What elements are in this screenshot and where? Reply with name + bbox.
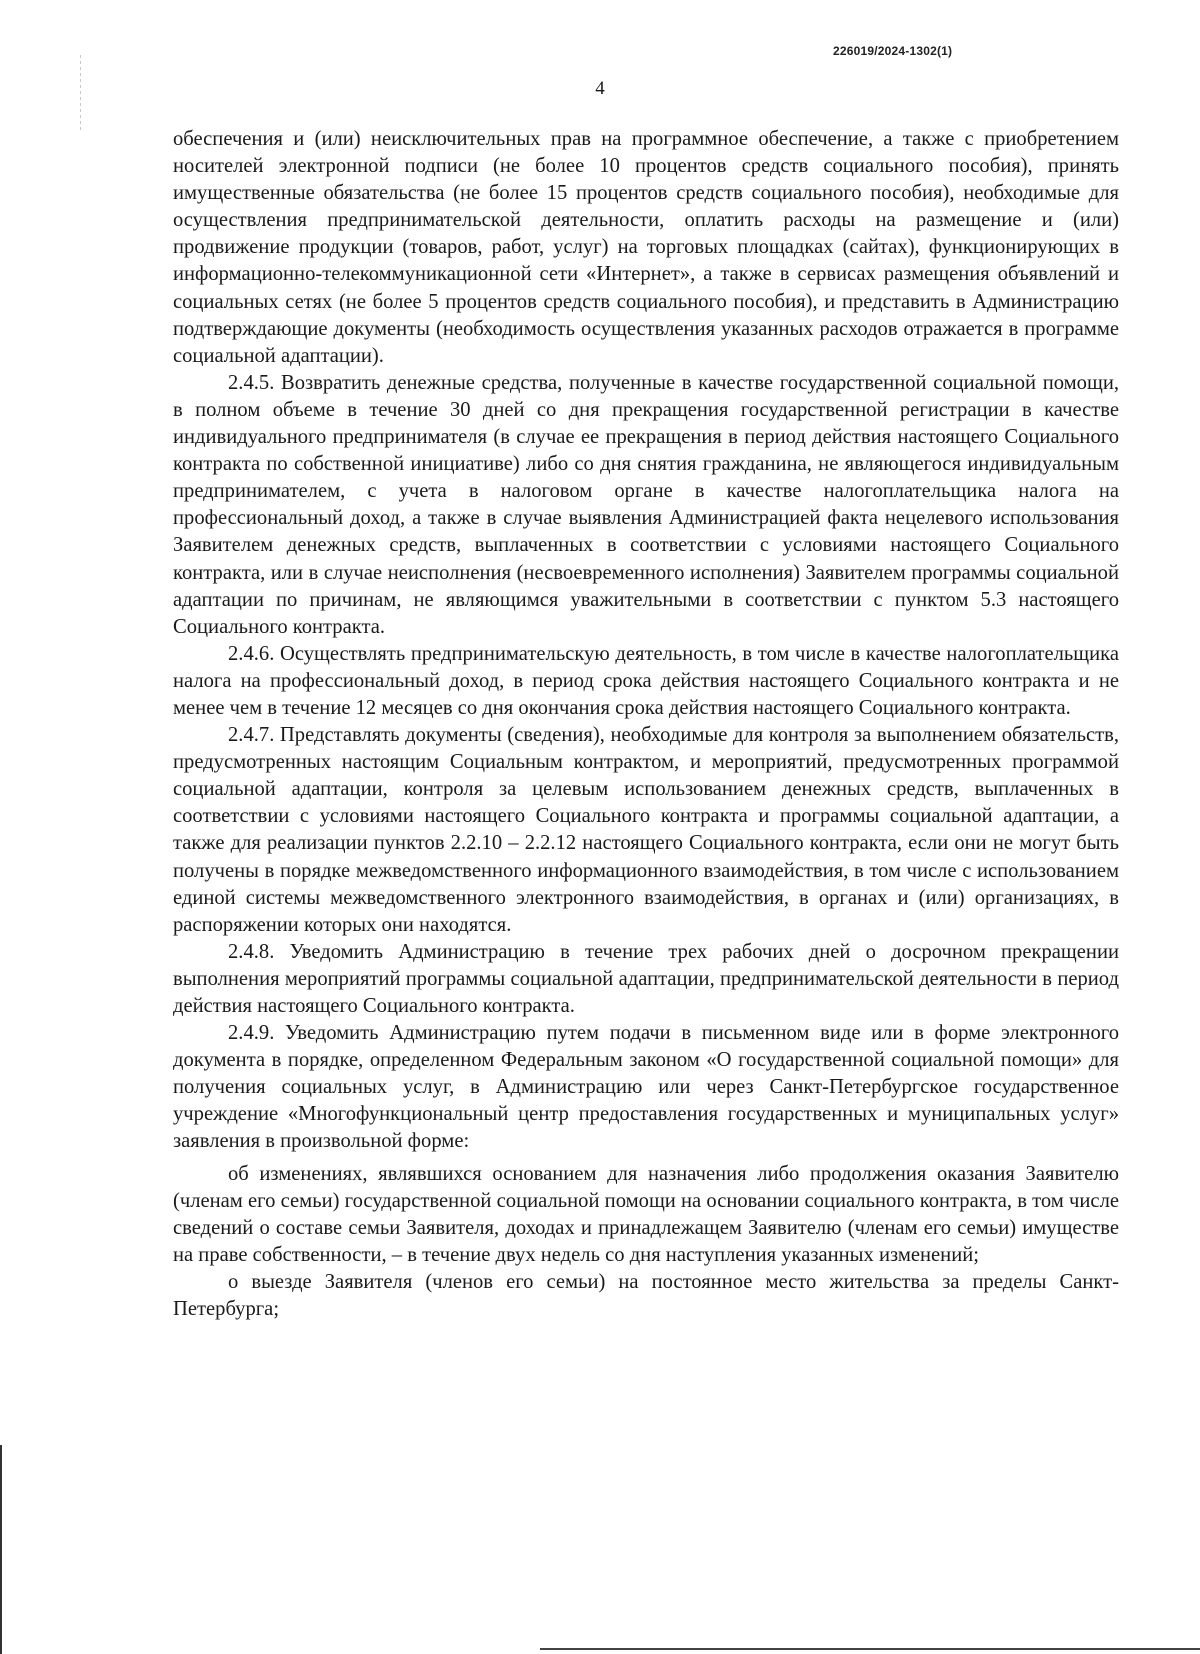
paragraph-2-4-7: 2.4.7. Представлять документы (сведения), необходимые для контроля за выполнением обязательств, предусмотренных настоящим Социальным контрактом, и мероприятий, предусмотренных программой социальной адаптации, контроля за целевым использованием денежных средств, выплаченных в соответствии с условиями настоящего Социального контракта и программы социальной адаптации, а также для реализации пунктов 2.2.10 – 2.2.12 настоящего Социального контракта, если они не могут быть получены в порядке межведомственного информационного взаимодействия, в том числе с использованием единой системы межведомственного электронного взаимодействия, в органах и (или) организациях, в распоряжении которых они находятся.	[173, 724, 1119, 936]
document-body	[173, 126, 1119, 1323]
document-number: 226019/2024-1302(1)	[833, 44, 953, 58]
scan-edge-left	[0, 1445, 2, 1654]
paragraph-continuation: обеспечения и (или) неисключительных прав на программное обеспечение, а также с приобретением носителей электронной подписи (не более 10 процентов средств социального пособия), принять имущественные обязательства (не более 15 процентов средств социального пособия), необходимые для осуществления предпринимательской деятельности, оплатить расходы на размещение и (или) продвижение продукции (товаров, работ, услуг) на торговых площадках (сайтах), функционирующих в информационно-телекоммуникационной сети «Интернет», а также в сервисах размещения объявлений и социальных сетях (не более 5 процентов средств социального пособия), и представить в Администрацию подтверждающие документы (необходимость осуществления указанных расходов отражается в программе социальной адаптации).	[173, 128, 1119, 367]
page-number: 4	[595, 78, 605, 99]
paragraph-changes-item: об изменениях, являвшихся основанием для назначения либо продолжения оказания Заявителю (членам его семьи) государственной социальной помощи на основании социального контракта, в том числе сведений о составе семьи Заявителя, доходах и принадлежащем Заявителю (членам его семьи) имуществе на праве собственности, – в течение двух недель со дня наступления указанных изменений;	[173, 1162, 1119, 1266]
paragraph-departure-item: о выезде Заявителя (членов его семьи) на постоянное место жительства за пределы Санкт-Петербурга;	[173, 1270, 1119, 1321]
scan-edge-bottom	[540, 1648, 1200, 1650]
paragraph-2-4-6: 2.4.6. Осуществлять предпринимательскую деятельность, в том числе в качестве налогоплательщика налога на профессиональный доход, в период срока действия настоящего Социального контракта и не менее чем в течение 12 месяцев со дня окончания срока действия настоящего Социального контракта.	[173, 642, 1119, 719]
paragraph-2-4-8: 2.4.8. Уведомить Администрацию в течение трех рабочих дней о досрочном прекращении выполнения мероприятий программы социальной адаптации, предпринимательской деятельности в период действия настоящего Социального контракта.	[173, 940, 1119, 1017]
paragraph-2-4-5: 2.4.5. Возвратить денежные средства, полученные в качестве государственной социальной помощи, в полном объеме в течение 30 дней со дня прекращения государственной регистрации в качестве индивидуального предпринимателя (в случае ее прекращения в период действия настоящего Социального контракта по собственной инициативе) либо со дня снятия гражданина, не являющегося индивидуальным предпринимателем, с учета в налоговом органе в качестве налогоплательщика налога на профессиональный доход, а также в случае выявления Администрацией факта нецелевого использования Заявителем денежных средств, выплаченных в соответствии с условиями настоящего Социального контракта, или в случае неисполнения (несвоевременного исполнения) Заявителем программы социальной адаптации по причинам, не являющимся уважительными в соответствии с пунктом 5.3 настоящего Социального контракта.	[173, 371, 1119, 638]
paragraph-2-4-9: 2.4.9. Уведомить Администрацию путем подачи в письменном виде или в форме электронного документа в порядке, определенном Федеральным законом «О государственной социальной помощи» для получения социальных услуг, в Администрацию или через Санкт-Петербургское государственное учреждение «Многофункциональный центр предоставления государственных и муниципальных услуг» заявления в произвольной форме:	[173, 1022, 1119, 1153]
